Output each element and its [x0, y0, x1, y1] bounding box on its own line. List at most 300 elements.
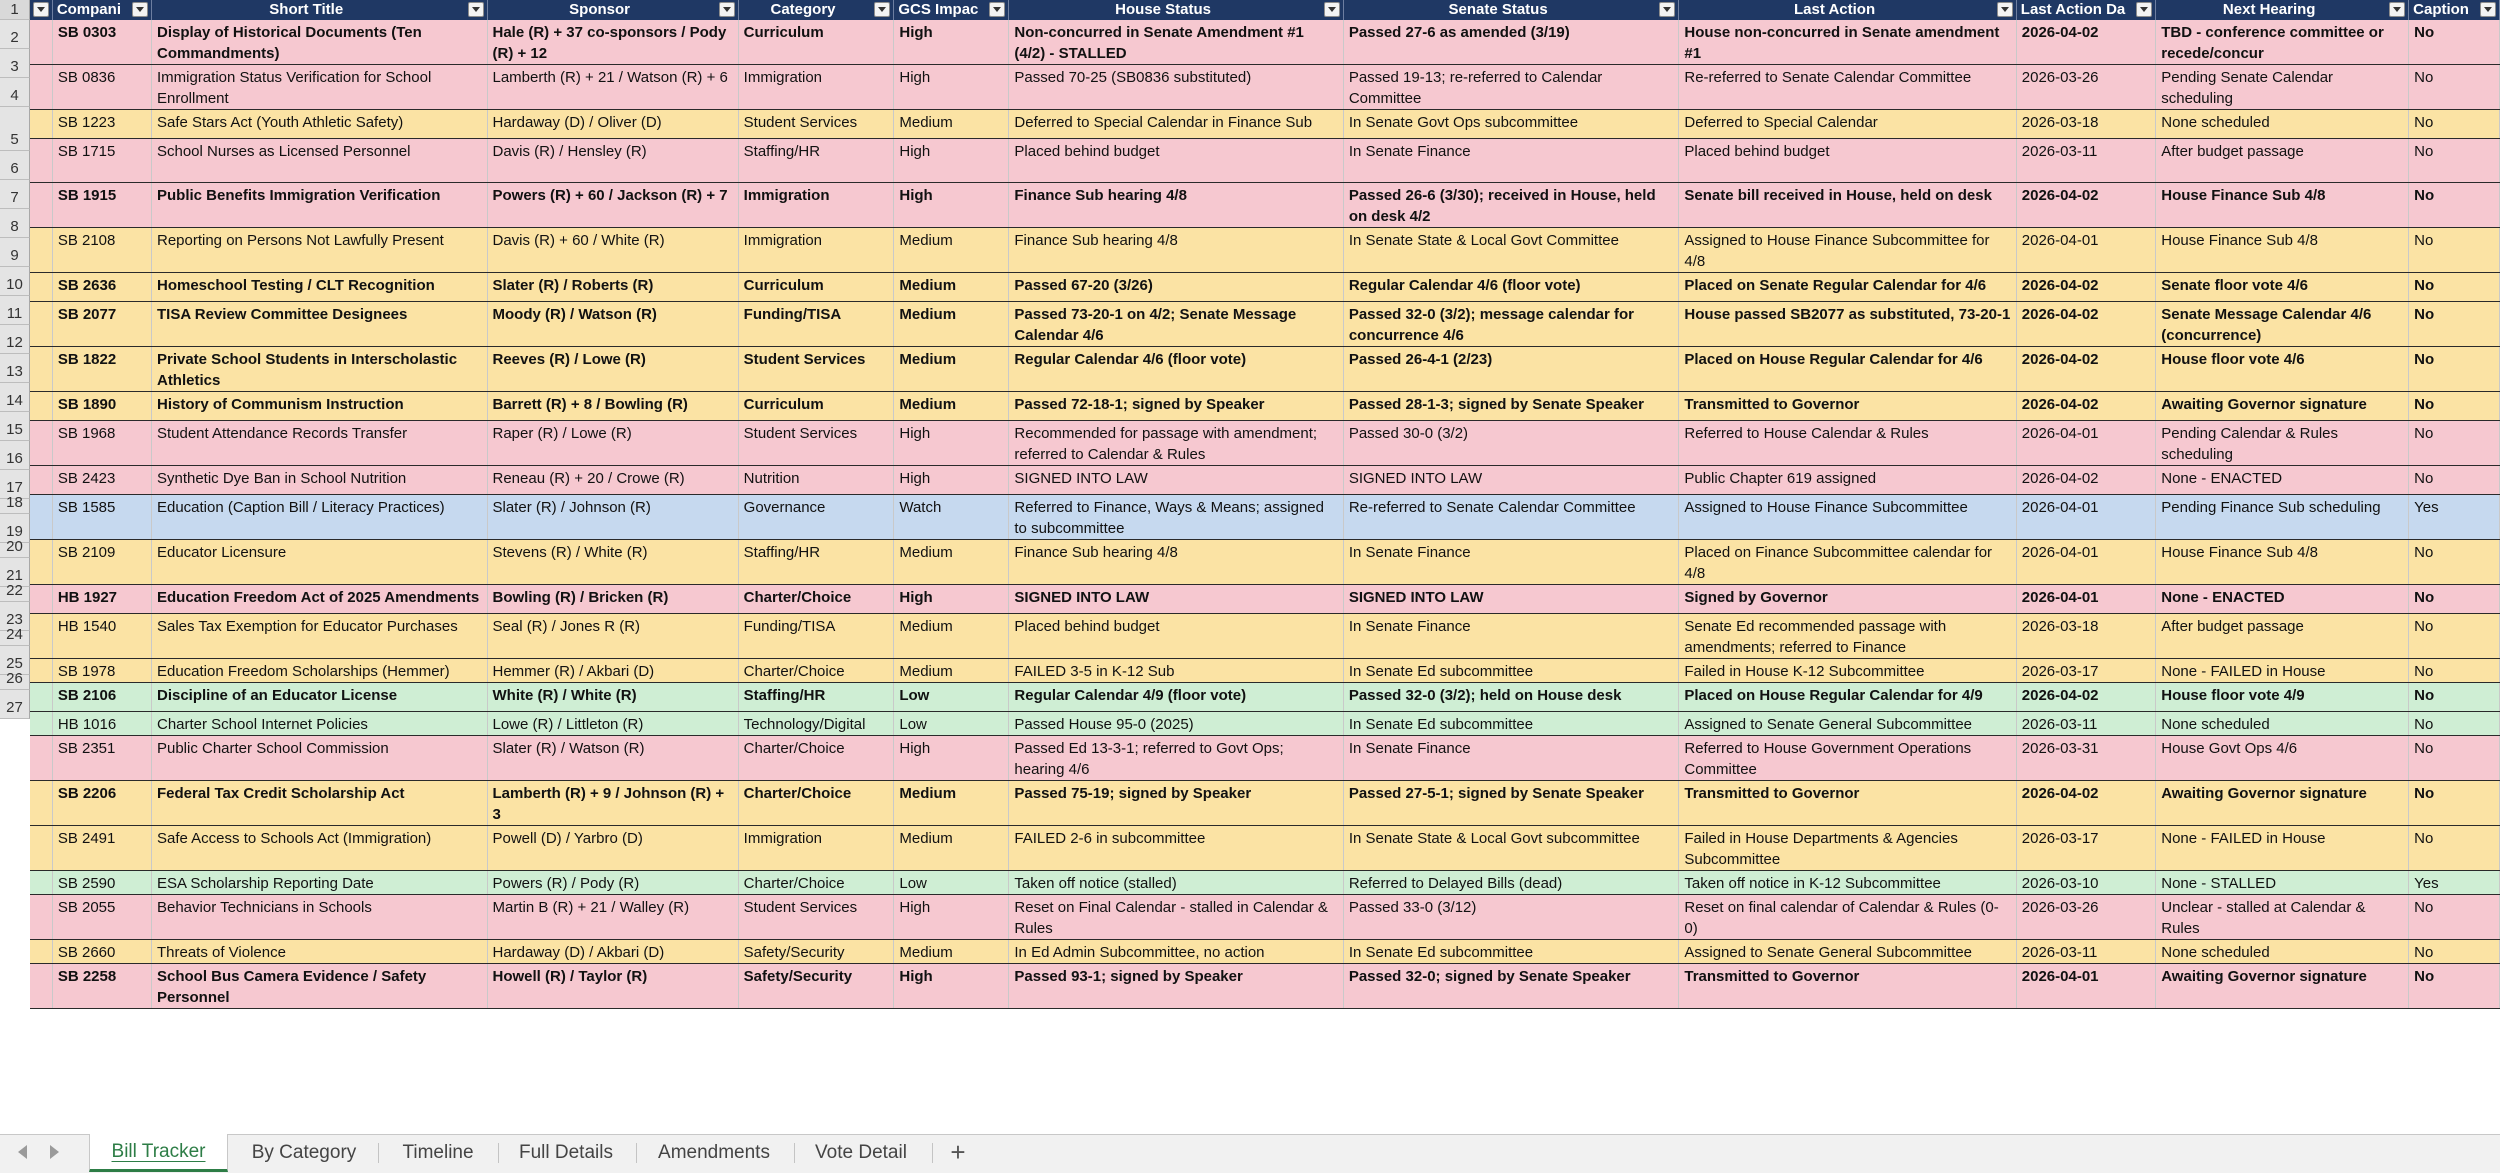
cell-last-action-date[interactable]: 2026-04-01 [2016, 540, 2155, 585]
blank-cell[interactable] [30, 540, 52, 585]
blank-cell[interactable] [30, 781, 52, 826]
cell-last-action[interactable]: Placed behind budget [1679, 139, 2016, 183]
cell-last-action-date[interactable]: 2026-03-26 [2016, 895, 2155, 940]
filter-dropdown-icon[interactable] [719, 2, 735, 17]
blank-cell[interactable] [30, 228, 52, 273]
cell-last-action-date[interactable]: 2026-03-11 [2016, 139, 2155, 183]
cell-house-status[interactable]: Passed 75-19; signed by Speaker [1009, 781, 1343, 826]
cell-company[interactable]: SB 2258 [52, 964, 151, 1009]
filter-dropdown-icon[interactable] [874, 2, 890, 17]
cell-house-status[interactable]: Passed 70-25 (SB0836 substituted) [1009, 65, 1343, 110]
row-header[interactable] [0, 626, 30, 646]
blank-cell[interactable] [30, 614, 52, 659]
row-header-1[interactable] [0, 0, 30, 20]
cell-caption[interactable]: No [2409, 421, 2500, 466]
blank-cell[interactable] [30, 871, 52, 895]
cell-next-hearing[interactable]: After budget passage [2156, 614, 2409, 659]
blank-cell[interactable] [30, 964, 52, 1009]
cell-short-title[interactable]: ESA Scholarship Reporting Date [151, 871, 487, 895]
cell-senate-status[interactable]: In Senate State & Local Govt subcommittee [1343, 826, 1679, 871]
cell-last-action[interactable]: Placed on Senate Regular Calendar for 4/6 [1679, 273, 2016, 302]
cell-house-status[interactable]: Passed 73-20-1 on 4/2; Senate Message Calendar 4/6 [1009, 302, 1343, 347]
cell-category[interactable]: Curriculum [738, 273, 894, 302]
cell-gcs-impact[interactable]: Watch [894, 495, 1009, 540]
cell-last-action-date[interactable]: 2026-04-02 [2016, 392, 2155, 421]
cell-last-action[interactable]: Taken off notice in K-12 Subcommittee [1679, 871, 2016, 895]
blank-cell[interactable] [30, 466, 52, 495]
cell-sponsor[interactable]: Raper (R) / Lowe (R) [487, 421, 738, 466]
cell-next-hearing[interactable]: None - FAILED in House [2156, 826, 2409, 871]
cell-short-title[interactable]: Immigration Status Verification for School Enrollment [151, 65, 487, 110]
filter-dropdown-icon[interactable] [1659, 2, 1675, 17]
row-header[interactable] [0, 180, 30, 209]
cell-category[interactable]: Staffing/HR [738, 139, 894, 183]
cell-gcs-impact[interactable]: Medium [894, 110, 1009, 139]
row-header[interactable] [0, 325, 30, 354]
cell-category[interactable]: Charter/Choice [738, 659, 894, 683]
cell-caption[interactable]: No [2409, 826, 2500, 871]
cell-gcs-impact[interactable]: Medium [894, 826, 1009, 871]
cell-next-hearing[interactable]: House floor vote 4/6 [2156, 347, 2409, 392]
cell-next-hearing[interactable]: Awaiting Governor signature [2156, 964, 2409, 1009]
cell-caption[interactable]: No [2409, 466, 2500, 495]
cell-company[interactable]: SB 1968 [52, 421, 151, 466]
cell-caption[interactable]: No [2409, 585, 2500, 614]
cell-house-status[interactable]: Deferred to Special Calendar in Finance Sub [1009, 110, 1343, 139]
row-header[interactable] [0, 107, 30, 151]
cell-last-action[interactable]: House passed SB2077 as substituted, 73-20-1 [1679, 302, 2016, 347]
cell-category[interactable]: Curriculum [738, 20, 894, 65]
cell-sponsor[interactable]: Powers (R) / Pody (R) [487, 871, 738, 895]
cell-last-action-date[interactable]: 2026-04-02 [2016, 183, 2155, 228]
row-header[interactable] [0, 267, 30, 296]
cell-company[interactable]: SB 1822 [52, 347, 151, 392]
cell-senate-status[interactable]: In Senate Govt Ops subcommittee [1343, 110, 1679, 139]
col-header-short-title[interactable] [151, 0, 487, 20]
cell-category[interactable]: Immigration [738, 65, 894, 110]
cell-next-hearing[interactable]: None scheduled [2156, 110, 2409, 139]
col-header-senate-status[interactable] [1343, 0, 1679, 20]
row-header[interactable] [0, 151, 30, 180]
cell-company[interactable]: SB 1915 [52, 183, 151, 228]
cell-next-hearing[interactable]: Pending Finance Sub scheduling [2156, 495, 2409, 540]
cell-last-action-date[interactable]: 2026-04-02 [2016, 781, 2155, 826]
cell-last-action-date[interactable]: 2026-04-02 [2016, 273, 2155, 302]
cell-short-title[interactable]: Student Attendance Records Transfer [151, 421, 487, 466]
cell-caption[interactable]: No [2409, 110, 2500, 139]
blank-cell[interactable] [30, 683, 52, 712]
cell-gcs-impact[interactable]: Medium [894, 781, 1009, 826]
cell-last-action-date[interactable]: 2026-04-02 [2016, 683, 2155, 712]
cell-short-title[interactable]: Safe Access to Schools Act (Immigration) [151, 826, 487, 871]
filter-dropdown-icon[interactable] [1997, 2, 2013, 17]
cell-last-action-date[interactable]: 2026-04-01 [2016, 228, 2155, 273]
cell-last-action-date[interactable]: 2026-04-01 [2016, 964, 2155, 1009]
cell-caption[interactable]: No [2409, 228, 2500, 273]
cell-caption[interactable]: Yes [2409, 495, 2500, 540]
cell-caption[interactable]: No [2409, 65, 2500, 110]
cell-sponsor[interactable]: Hemmer (R) / Akbari (D) [487, 659, 738, 683]
cell-category[interactable]: Student Services [738, 421, 894, 466]
col-header-last-action[interactable] [1679, 0, 2016, 20]
cell-caption[interactable]: No [2409, 614, 2500, 659]
cell-senate-status[interactable]: Passed 32-0 (3/2); held on House desk [1343, 683, 1679, 712]
cell-next-hearing[interactable]: None scheduled [2156, 712, 2409, 736]
cell-short-title[interactable]: Sales Tax Exemption for Educator Purchases [151, 614, 487, 659]
cell-gcs-impact[interactable]: Medium [894, 392, 1009, 421]
cell-last-action-date[interactable]: 2026-04-01 [2016, 585, 2155, 614]
cell-gcs-impact[interactable]: High [894, 466, 1009, 495]
cell-short-title[interactable]: Threats of Violence [151, 940, 487, 964]
cell-category[interactable]: Safety/Security [738, 940, 894, 964]
cell-house-status[interactable]: Passed Ed 13-3-1; referred to Govt Ops; hearing 4/6 [1009, 736, 1343, 781]
blank-cell[interactable] [30, 392, 52, 421]
cell-gcs-impact[interactable]: High [894, 20, 1009, 65]
cell-company[interactable]: SB 2423 [52, 466, 151, 495]
cell-last-action[interactable]: Public Chapter 619 assigned [1679, 466, 2016, 495]
cell-last-action-date[interactable]: 2026-03-18 [2016, 614, 2155, 659]
cell-sponsor[interactable]: Hardaway (D) / Oliver (D) [487, 110, 738, 139]
cell-next-hearing[interactable]: None - ENACTED [2156, 585, 2409, 614]
cell-company[interactable]: SB 0303 [52, 20, 151, 65]
cell-house-status[interactable]: Regular Calendar 4/6 (floor vote) [1009, 347, 1343, 392]
blank-cell[interactable] [30, 659, 52, 683]
cell-next-hearing[interactable]: None - FAILED in House [2156, 659, 2409, 683]
cell-senate-status[interactable]: Passed 26-6 (3/30); received in House, held on desk 4/2 [1343, 183, 1679, 228]
row-header[interactable] [0, 49, 30, 78]
cell-short-title[interactable]: Education Freedom Scholarships (Hemmer) [151, 659, 487, 683]
cell-last-action[interactable]: Assigned to House Finance Subcommittee [1679, 495, 2016, 540]
cell-house-status[interactable]: Recommended for passage with amendment; referred to Calendar & Rules [1009, 421, 1343, 466]
cell-company[interactable]: SB 1585 [52, 495, 151, 540]
cell-last-action-date[interactable]: 2026-03-26 [2016, 65, 2155, 110]
filter-dropdown-icon[interactable] [1324, 2, 1340, 17]
tab-vote-detail[interactable] [799, 1135, 923, 1171]
blank-cell[interactable] [30, 585, 52, 614]
row-header[interactable] [0, 209, 30, 238]
cell-last-action[interactable]: Signed by Governor [1679, 585, 2016, 614]
cell-last-action-date[interactable]: 2026-04-01 [2016, 421, 2155, 466]
cell-gcs-impact[interactable]: High [894, 65, 1009, 110]
cell-company[interactable]: HB 1540 [52, 614, 151, 659]
tab-amendments[interactable] [641, 1135, 787, 1171]
cell-company[interactable]: SB 2491 [52, 826, 151, 871]
cell-category[interactable]: Curriculum [738, 392, 894, 421]
cell-gcs-impact[interactable]: Medium [894, 347, 1009, 392]
cell-last-action-date[interactable]: 2026-03-31 [2016, 736, 2155, 781]
cell-short-title[interactable]: Behavior Technicians in Schools [151, 895, 487, 940]
cell-last-action[interactable]: Failed in House Departments & Agencies Subcommittee [1679, 826, 2016, 871]
cell-company[interactable]: SB 2206 [52, 781, 151, 826]
cell-house-status[interactable]: Passed 93-1; signed by Speaker [1009, 964, 1343, 1009]
cell-short-title[interactable]: Display of Historical Documents (Ten Commandments) [151, 20, 487, 65]
blank-cell[interactable] [30, 347, 52, 392]
cell-sponsor[interactable]: Hale (R) + 37 co-sponsors / Pody (R) + 12 [487, 20, 738, 65]
cell-gcs-impact[interactable]: High [894, 736, 1009, 781]
cell-company[interactable]: SB 2351 [52, 736, 151, 781]
cell-next-hearing[interactable]: House Finance Sub 4/8 [2156, 183, 2409, 228]
cell-next-hearing[interactable]: House Finance Sub 4/8 [2156, 540, 2409, 585]
cell-sponsor[interactable]: Reneau (R) + 20 / Crowe (R) [487, 466, 738, 495]
row-header[interactable] [0, 538, 30, 558]
cell-category[interactable]: Charter/Choice [738, 871, 894, 895]
cell-company[interactable]: SB 2077 [52, 302, 151, 347]
cell-sponsor[interactable]: Seal (R) / Jones R (R) [487, 614, 738, 659]
cell-house-status[interactable]: Passed 67-20 (3/26) [1009, 273, 1343, 302]
cell-company[interactable]: SB 2636 [52, 273, 151, 302]
blank-cell[interactable] [30, 495, 52, 540]
row-header[interactable] [0, 412, 30, 441]
cell-house-status[interactable]: Non-concurred in Senate Amendment #1 (4/2) - STALLED [1009, 20, 1343, 65]
cell-gcs-impact[interactable]: High [894, 895, 1009, 940]
filter-dropdown-icon[interactable] [2136, 2, 2152, 17]
cell-company[interactable]: SB 1978 [52, 659, 151, 683]
cell-senate-status[interactable]: Passed 27-5-1; signed by Senate Speaker [1343, 781, 1679, 826]
cell-senate-status[interactable]: Re-referred to Senate Calendar Committee [1343, 495, 1679, 540]
cell-sponsor[interactable]: Powell (D) / Yarbro (D) [487, 826, 738, 871]
cell-sponsor[interactable]: Barrett (R) + 8 / Bowling (R) [487, 392, 738, 421]
cell-next-hearing[interactable]: Senate floor vote 4/6 [2156, 273, 2409, 302]
blank-cell[interactable] [30, 736, 52, 781]
cell-caption[interactable]: No [2409, 302, 2500, 347]
cell-company[interactable]: SB 2590 [52, 871, 151, 895]
cell-house-status[interactable]: FAILED 3-5 in K-12 Sub [1009, 659, 1343, 683]
row-header[interactable] [0, 494, 30, 514]
cell-gcs-impact[interactable]: High [894, 421, 1009, 466]
cell-last-action-date[interactable]: 2026-03-17 [2016, 826, 2155, 871]
cell-senate-status[interactable]: In Senate Finance [1343, 614, 1679, 659]
cell-next-hearing[interactable]: After budget passage [2156, 139, 2409, 183]
cell-senate-status[interactable]: Passed 32-0; signed by Senate Speaker [1343, 964, 1679, 1009]
cell-gcs-impact[interactable]: High [894, 585, 1009, 614]
cell-last-action-date[interactable]: 2026-04-01 [2016, 495, 2155, 540]
cell-category[interactable]: Student Services [738, 110, 894, 139]
row-header[interactable] [0, 20, 30, 49]
cell-short-title[interactable]: Reporting on Persons Not Lawfully Present [151, 228, 487, 273]
cell-next-hearing[interactable]: None scheduled [2156, 940, 2409, 964]
cell-sponsor[interactable]: Lowe (R) / Littleton (R) [487, 712, 738, 736]
cell-house-status[interactable]: In Ed Admin Subcommittee, no action [1009, 940, 1343, 964]
cell-gcs-impact[interactable]: Medium [894, 614, 1009, 659]
cell-category[interactable]: Staffing/HR [738, 683, 894, 712]
cell-senate-status[interactable]: SIGNED INTO LAW [1343, 585, 1679, 614]
cell-last-action[interactable]: Transmitted to Governor [1679, 781, 2016, 826]
cell-last-action[interactable]: Referred to House Government Operations Committee [1679, 736, 2016, 781]
cell-next-hearing[interactable]: House Govt Ops 4/6 [2156, 736, 2409, 781]
row-header[interactable] [0, 296, 30, 325]
filter-dropdown-icon[interactable] [33, 2, 49, 17]
cell-last-action[interactable]: Deferred to Special Calendar [1679, 110, 2016, 139]
cell-senate-status[interactable]: Referred to Delayed Bills (dead) [1343, 871, 1679, 895]
cell-last-action-date[interactable]: 2026-04-02 [2016, 347, 2155, 392]
cell-senate-status[interactable]: Passed 28-1-3; signed by Senate Speaker [1343, 392, 1679, 421]
cell-sponsor[interactable]: Slater (R) / Roberts (R) [487, 273, 738, 302]
cell-short-title[interactable]: Education Freedom Act of 2025 Amendments [151, 585, 487, 614]
cell-caption[interactable]: No [2409, 895, 2500, 940]
filter-dropdown-icon[interactable] [132, 2, 148, 17]
cell-company[interactable]: SB 1223 [52, 110, 151, 139]
col-header-house-status[interactable] [1009, 0, 1343, 20]
cell-senate-status[interactable]: Regular Calendar 4/6 (floor vote) [1343, 273, 1679, 302]
cell-company[interactable]: SB 2055 [52, 895, 151, 940]
cell-short-title[interactable]: Discipline of an Educator License [151, 683, 487, 712]
cell-house-status[interactable]: Taken off notice (stalled) [1009, 871, 1343, 895]
cell-senate-status[interactable]: In Senate Ed subcommittee [1343, 940, 1679, 964]
cell-sponsor[interactable]: White (R) / White (R) [487, 683, 738, 712]
cell-last-action[interactable]: Placed on Finance Subcommittee calendar for 4/8 [1679, 540, 2016, 585]
blank-cell[interactable] [30, 826, 52, 871]
cell-company[interactable]: SB 2106 [52, 683, 151, 712]
filter-dropdown-icon[interactable] [989, 2, 1005, 17]
cell-sponsor[interactable]: Powers (R) + 60 / Jackson (R) + 7 [487, 183, 738, 228]
cell-short-title[interactable]: School Nurses as Licensed Personnel [151, 139, 487, 183]
cell-sponsor[interactable]: Davis (R) + 60 / White (R) [487, 228, 738, 273]
cell-next-hearing[interactable]: House floor vote 4/9 [2156, 683, 2409, 712]
filter-dropdown-icon[interactable] [2389, 2, 2405, 17]
cell-senate-status[interactable]: In Senate State & Local Govt Committee [1343, 228, 1679, 273]
cell-category[interactable]: Charter/Choice [738, 585, 894, 614]
cell-sponsor[interactable]: Slater (R) / Johnson (R) [487, 495, 738, 540]
cell-company[interactable]: SB 2660 [52, 940, 151, 964]
cell-caption[interactable]: No [2409, 712, 2500, 736]
sheet-next-icon[interactable] [50, 1145, 59, 1159]
col-header-blank[interactable] [30, 0, 52, 20]
blank-cell[interactable] [30, 65, 52, 110]
cell-house-status[interactable]: FAILED 2-6 in subcommittee [1009, 826, 1343, 871]
cell-house-status[interactable]: Finance Sub hearing 4/8 [1009, 183, 1343, 228]
cell-company[interactable]: SB 1715 [52, 139, 151, 183]
cell-house-status[interactable]: SIGNED INTO LAW [1009, 466, 1343, 495]
cell-last-action[interactable]: Assigned to Senate General Subcommittee [1679, 940, 2016, 964]
cell-category[interactable]: Charter/Choice [738, 736, 894, 781]
cell-category[interactable]: Funding/TISA [738, 302, 894, 347]
cell-category[interactable]: Immigration [738, 228, 894, 273]
cell-company[interactable]: SB 2109 [52, 540, 151, 585]
cell-caption[interactable]: No [2409, 940, 2500, 964]
cell-short-title[interactable]: Safe Stars Act (Youth Athletic Safety) [151, 110, 487, 139]
cell-short-title[interactable]: TISA Review Committee Designees [151, 302, 487, 347]
cell-short-title[interactable]: Public Charter School Commission [151, 736, 487, 781]
row-header[interactable] [0, 670, 30, 690]
cell-category[interactable]: Charter/Choice [738, 781, 894, 826]
cell-last-action[interactable]: Failed in House K-12 Subcommittee [1679, 659, 2016, 683]
cell-last-action[interactable]: Reset on final calendar of Calendar & Rules (0-0) [1679, 895, 2016, 940]
cell-caption[interactable]: No [2409, 683, 2500, 712]
cell-short-title[interactable]: Private School Students in Interscholastic Athletics [151, 347, 487, 392]
cell-last-action-date[interactable]: 2026-04-02 [2016, 302, 2155, 347]
cell-gcs-impact[interactable]: High [894, 964, 1009, 1009]
cell-last-action-date[interactable]: 2026-03-10 [2016, 871, 2155, 895]
row-header[interactable] [0, 238, 30, 267]
cell-house-status[interactable]: Finance Sub hearing 4/8 [1009, 228, 1343, 273]
sheet-prev-icon[interactable] [18, 1145, 27, 1159]
cell-last-action[interactable]: Referred to House Calendar & Rules [1679, 421, 2016, 466]
cell-last-action[interactable]: Transmitted to Governor [1679, 392, 2016, 421]
cell-next-hearing[interactable]: Senate Message Calendar 4/6 (concurrence) [2156, 302, 2409, 347]
blank-cell[interactable] [30, 712, 52, 736]
cell-caption[interactable]: No [2409, 183, 2500, 228]
cell-house-status[interactable]: Regular Calendar 4/9 (floor vote) [1009, 683, 1343, 712]
cell-sponsor[interactable]: Hardaway (D) / Akbari (D) [487, 940, 738, 964]
add-sheet-icon[interactable]: + [950, 1137, 966, 1167]
cell-last-action-date[interactable]: 2026-04-02 [2016, 466, 2155, 495]
cell-senate-status[interactable]: In Senate Ed subcommittee [1343, 659, 1679, 683]
cell-gcs-impact[interactable]: High [894, 183, 1009, 228]
cell-short-title[interactable]: Educator Licensure [151, 540, 487, 585]
cell-last-action[interactable]: Senate bill received in House, held on desk [1679, 183, 2016, 228]
cell-last-action-date[interactable]: 2026-04-02 [2016, 20, 2155, 65]
cell-house-status[interactable]: Reset on Final Calendar - stalled in Calendar & Rules [1009, 895, 1343, 940]
cell-caption[interactable]: Yes [2409, 871, 2500, 895]
cell-house-status[interactable]: Placed behind budget [1009, 614, 1343, 659]
col-header-caption[interactable] [2409, 0, 2500, 20]
cell-senate-status[interactable]: Passed 26-4-1 (2/23) [1343, 347, 1679, 392]
cell-sponsor[interactable]: Bowling (R) / Bricken (R) [487, 585, 738, 614]
col-header-last-action-date[interactable] [2016, 0, 2155, 20]
cell-sponsor[interactable]: Stevens (R) / White (R) [487, 540, 738, 585]
cell-gcs-impact[interactable]: Medium [894, 940, 1009, 964]
cell-category[interactable]: Staffing/HR [738, 540, 894, 585]
cell-last-action[interactable]: House non-concurred in Senate amendment #1 [1679, 20, 2016, 65]
cell-senate-status[interactable]: In Senate Finance [1343, 540, 1679, 585]
cell-caption[interactable]: No [2409, 347, 2500, 392]
cell-gcs-impact[interactable]: Low [894, 712, 1009, 736]
cell-last-action[interactable]: Re-referred to Senate Calendar Committee [1679, 65, 2016, 110]
cell-caption[interactable]: No [2409, 659, 2500, 683]
cell-short-title[interactable]: Synthetic Dye Ban in School Nutrition [151, 466, 487, 495]
cell-sponsor[interactable]: Martin B (R) + 21 / Walley (R) [487, 895, 738, 940]
cell-sponsor[interactable]: Slater (R) / Watson (R) [487, 736, 738, 781]
cell-category[interactable]: Student Services [738, 895, 894, 940]
cell-caption[interactable]: No [2409, 20, 2500, 65]
cell-next-hearing[interactable]: TBD - conference committee or recede/concur [2156, 20, 2409, 65]
cell-sponsor[interactable]: Reeves (R) / Lowe (R) [487, 347, 738, 392]
filter-dropdown-icon[interactable] [468, 2, 484, 17]
cell-category[interactable]: Safety/Security [738, 964, 894, 1009]
cell-short-title[interactable]: Public Benefits Immigration Verification [151, 183, 487, 228]
cell-next-hearing[interactable]: Unclear - stalled at Calendar & Rules [2156, 895, 2409, 940]
cell-gcs-impact[interactable]: High [894, 139, 1009, 183]
cell-sponsor[interactable]: Moody (R) / Watson (R) [487, 302, 738, 347]
cell-caption[interactable]: No [2409, 964, 2500, 1009]
col-header-category[interactable] [738, 0, 894, 20]
cell-sponsor[interactable]: Lamberth (R) + 9 / Johnson (R) + 3 [487, 781, 738, 826]
cell-company[interactable]: HB 1927 [52, 585, 151, 614]
cell-senate-status[interactable]: In Senate Finance [1343, 139, 1679, 183]
cell-last-action[interactable]: Placed on House Regular Calendar for 4/9 [1679, 683, 2016, 712]
filter-dropdown-icon[interactable] [2480, 2, 2496, 17]
cell-category[interactable]: Funding/TISA [738, 614, 894, 659]
cell-gcs-impact[interactable]: Medium [894, 273, 1009, 302]
cell-sponsor[interactable]: Howell (R) / Taylor (R) [487, 964, 738, 1009]
cell-next-hearing[interactable]: Pending Calendar & Rules scheduling [2156, 421, 2409, 466]
tab-full-details[interactable] [503, 1135, 629, 1171]
row-header[interactable] [0, 441, 30, 470]
cell-short-title[interactable]: Federal Tax Credit Scholarship Act [151, 781, 487, 826]
cell-next-hearing[interactable]: None - ENACTED [2156, 466, 2409, 495]
blank-cell[interactable] [30, 940, 52, 964]
cell-gcs-impact[interactable]: Low [894, 871, 1009, 895]
col-header-next-hearing[interactable] [2156, 0, 2409, 20]
cell-category[interactable]: Student Services [738, 347, 894, 392]
cell-senate-status[interactable]: Passed 27-6 as amended (3/19) [1343, 20, 1679, 65]
cell-next-hearing[interactable]: Awaiting Governor signature [2156, 392, 2409, 421]
cell-senate-status[interactable]: SIGNED INTO LAW [1343, 466, 1679, 495]
cell-senate-status[interactable]: Passed 19-13; re-referred to Calendar Committee [1343, 65, 1679, 110]
cell-category[interactable]: Governance [738, 495, 894, 540]
cell-short-title[interactable]: History of Communism Instruction [151, 392, 487, 421]
row-header[interactable] [0, 78, 30, 107]
